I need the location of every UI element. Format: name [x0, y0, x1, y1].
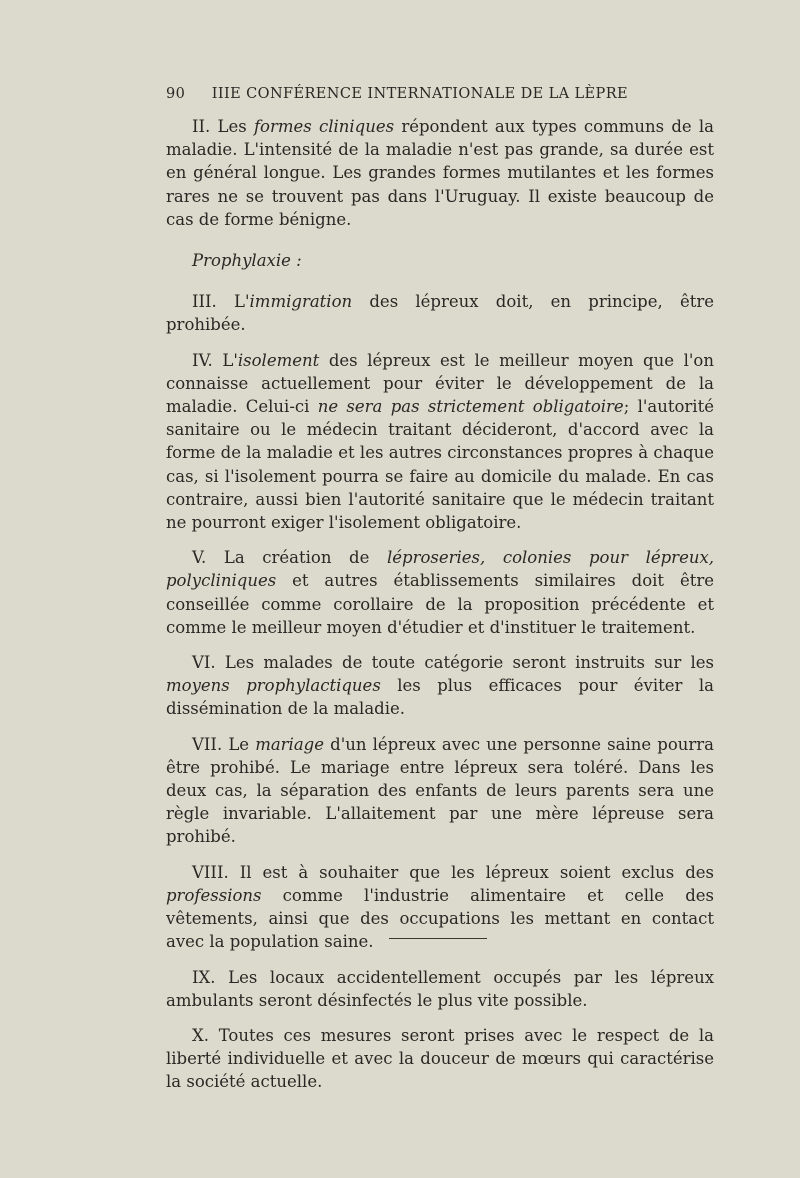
emphasis-text: ne sera pas strictement obligatoire: [317, 397, 624, 417]
paragraph-text: des lépreux doit, en principe, être prohibée.: [166, 292, 715, 335]
paragraph-ii: [166, 115, 714, 231]
heading-text: Prophylaxie :: [192, 251, 302, 271]
paragraph-text: répondent aux types communs de la maladie. L'intensité de la maladie n'est pas grande, sa durée est en général longue. Les grandes formes mutilantes et les formes rares ne se trouvent pas dans l'Uruguay. Il existe beaucoup de cas de forme bénigne.: [166, 117, 714, 229]
page-body: [166, 115, 714, 1106]
page-header: [166, 86, 628, 106]
running-title: IIIE CONFÉRENCE INTERNATIONALE DE LA LÈPRE: [211, 86, 628, 102]
emphasis-text: mariage: [255, 734, 324, 754]
paragraph-iii: [166, 290, 714, 336]
paragraph-text: comme l'industrie alimentaire et celle des vêtements, ainsi que des occupations les mettant en contact avec la population saine.: [166, 885, 714, 952]
section-end-rule: [389, 938, 487, 939]
paragraph-viii: [166, 861, 714, 954]
paragraph-iv: [166, 349, 714, 535]
paragraph-text: V. La création de: [192, 548, 387, 568]
paragraph-text: VII. Le: [192, 734, 256, 754]
paragraph-x: X. Toutes ces mesures seront prises avec le respect de la liberté individuelle et avec la douceur de mœurs qui caractérise la société actuelle.: [166, 1025, 714, 1092]
emphasis-text: léproseries, colonies pour lépreux, polycliniques: [166, 548, 715, 591]
paragraph-vi: [166, 651, 714, 721]
paragraph-vii: [166, 733, 714, 849]
emphasis-text: isolement: [237, 350, 320, 370]
paragraph-text: IV. L': [192, 350, 238, 370]
paragraph-text: ; l'autorité sanitaire ou le médecin traitant décideront, d'accord avec la forme de la maladie et les autres circonstances propres à chaque cas, si l'isolement pourra se faire au domicile du malade. En cas contraire, aussi bien l'autorité sanitaire que le médecin traitant ne pourront exiger l'isolement obligatoire.: [166, 397, 714, 533]
paragraph-ix: IX. Les locaux accidentellement occupés par les lépreux ambulants seront désinfectés le plus vite possible.: [166, 967, 714, 1010]
paragraph-v: [166, 546, 714, 639]
emphasis-text: professions: [166, 885, 262, 905]
emphasis-text: moyens prophylactiques: [166, 676, 381, 696]
paragraph-text: d'un lépreux avec une personne saine pourra être prohibé. Le mariage entre lépreux sera toléré. Dans les deux cas, la séparation des enfants de leurs parents sera une règle invariable. L'allaitement par une mère lépreuse sera prohibé.: [166, 734, 714, 847]
paragraph-text: et autres établissements similaires doit être conseillée comme corollaire de la proposition précédente et comme le meilleur moyen d'étudier et d'instituer le traitement.: [166, 571, 714, 637]
paragraph-text: VIII. Il est à souhaiter que les lépreux soient exclus des: [192, 862, 714, 882]
section-heading-prophylaxie: [166, 249, 714, 272]
emphasis-text: formes cliniques: [253, 117, 395, 136]
paragraph-text: VI. Les malades de toute catégorie seront instruits sur les: [192, 653, 714, 673]
paragraph-text: III. L': [192, 292, 250, 312]
paragraph-text: II. Les: [192, 117, 254, 136]
emphasis-text: immigration: [249, 292, 353, 312]
paragraph-text: les plus efficaces pour éviter la dissémination de la maladie.: [166, 676, 715, 719]
paragraph-text: des lépreux est le meilleur moyen que l'on connaisse actuellement pour éviter le développement de la maladie. Celui-ci: [166, 350, 714, 417]
page-number: 90: [166, 86, 186, 102]
